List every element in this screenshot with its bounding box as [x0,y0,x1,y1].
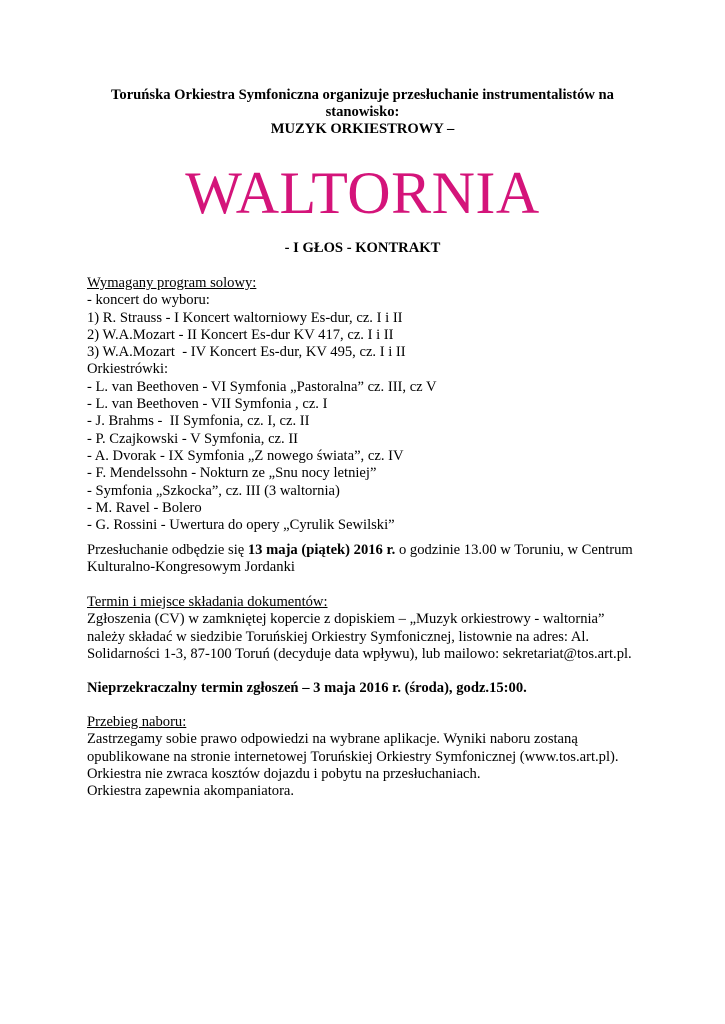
submission-line: Solidarności 1-3, 87-100 Toruń (decyduje data wpływu), lub mailowo: sekretariat@tos.art.pl. [87,645,632,662]
instrument-title: WALTORNIA [185,160,540,226]
header-line-2: stanowisko: [325,104,400,120]
audition-section [87,542,647,577]
audition-prefix: Przesłuchanie odbędzie się [87,542,248,558]
orchestral-item: - J. Brahms - II Symfonia, cz. I, cz. II [87,413,310,430]
submission-line: należy składać w siedzibie Toruńskiej Orkiestry Symfonicznej, listownie na adres: Al. [87,628,590,645]
process-line: Zastrzegamy sobie prawo odpowiedzi na wybrane aplikacje. Wyniki naboru zostaną [87,731,578,748]
deadline-notice: Nieprzekraczalny termin zgłoszeń – 3 maja 2016 r. (środa), godz.15:00. [87,680,527,696]
position-subtitle: - I GŁOS - KONTRAKT [284,240,441,256]
submission-heading: Termin i miejsce składania dokumentów: [87,594,328,610]
orchestral-item: - P. Czajkowski - V Symfonia, cz. II [87,430,299,447]
program-intro: - koncert do wyboru: [87,292,210,309]
process-line: opublikowane na stronie internetowej Toruńskiej Orkiestry Symfonicznej (www.tos.art.pl). [87,748,619,765]
orchestral-item: - L. van Beethoven - VI Symfonia „Pastoralna” cz. III, cz V [87,378,437,395]
process-line: Orkiestra nie zwraca kosztów dojazdu i pobytu na przesłuchaniach. [87,765,481,782]
orchestral-heading: Orkiestrówki: [87,361,169,378]
program-heading: Wymagany program solowy: [87,275,257,291]
orchestral-item: - A. Dvorak - IX Symfonia „Z nowego świata”, cz. IV [87,447,404,464]
orchestral-item: - L. van Beethoven - VII Symfonia , cz. I [87,396,328,413]
header-line-1: Toruńska Orkiestra Symfoniczna organizuje przesłuchanie instrumentalistów na [111,87,614,103]
audition-date: 13 maja (piątek) 2016 r. [247,542,396,558]
submission-section [87,594,647,663]
announcement-header [100,87,625,138]
process-section [87,714,647,800]
process-line: Orkiestra zapewnia akompaniatora. [87,783,295,800]
process-heading: Przebieg naboru: [87,714,187,730]
audition-line-2: Kulturalno-Kongresowym Jordanki [87,559,295,576]
audition-suffix: o godzinie 13.00 w Toruniu, w Centrum [395,542,633,558]
program-section [87,275,647,534]
concert-item: 3) W.A.Mozart - IV Koncert Es-dur, KV 495, cz. I i II [87,344,406,361]
header-line-3: MUZYK ORKIESTROWY – [270,121,455,137]
audition-line-1 [87,542,647,559]
orchestral-item: - M. Ravel - Bolero [87,499,202,516]
concert-item: 1) R. Strauss - I Koncert waltorniowy Es-dur, cz. I i II [87,309,403,326]
orchestral-item: - F. Mendelssohn - Nokturn ze „Snu nocy letniej” [87,465,377,482]
concert-item: 2) W.A.Mozart - II Koncert Es-dur KV 417, cz. I i II [87,326,394,343]
orchestral-item: - Symfonia „Szkocka”, cz. III (3 waltornia) [87,482,340,499]
orchestral-item: - G. Rossini - Uwertura do opery „Cyrulik Sewilski” [87,517,395,534]
submission-line: Zgłoszenia (CV) w zamkniętej kopercie z dopiskiem – „Muzyk orkiestrowy - waltornia” [87,611,605,628]
